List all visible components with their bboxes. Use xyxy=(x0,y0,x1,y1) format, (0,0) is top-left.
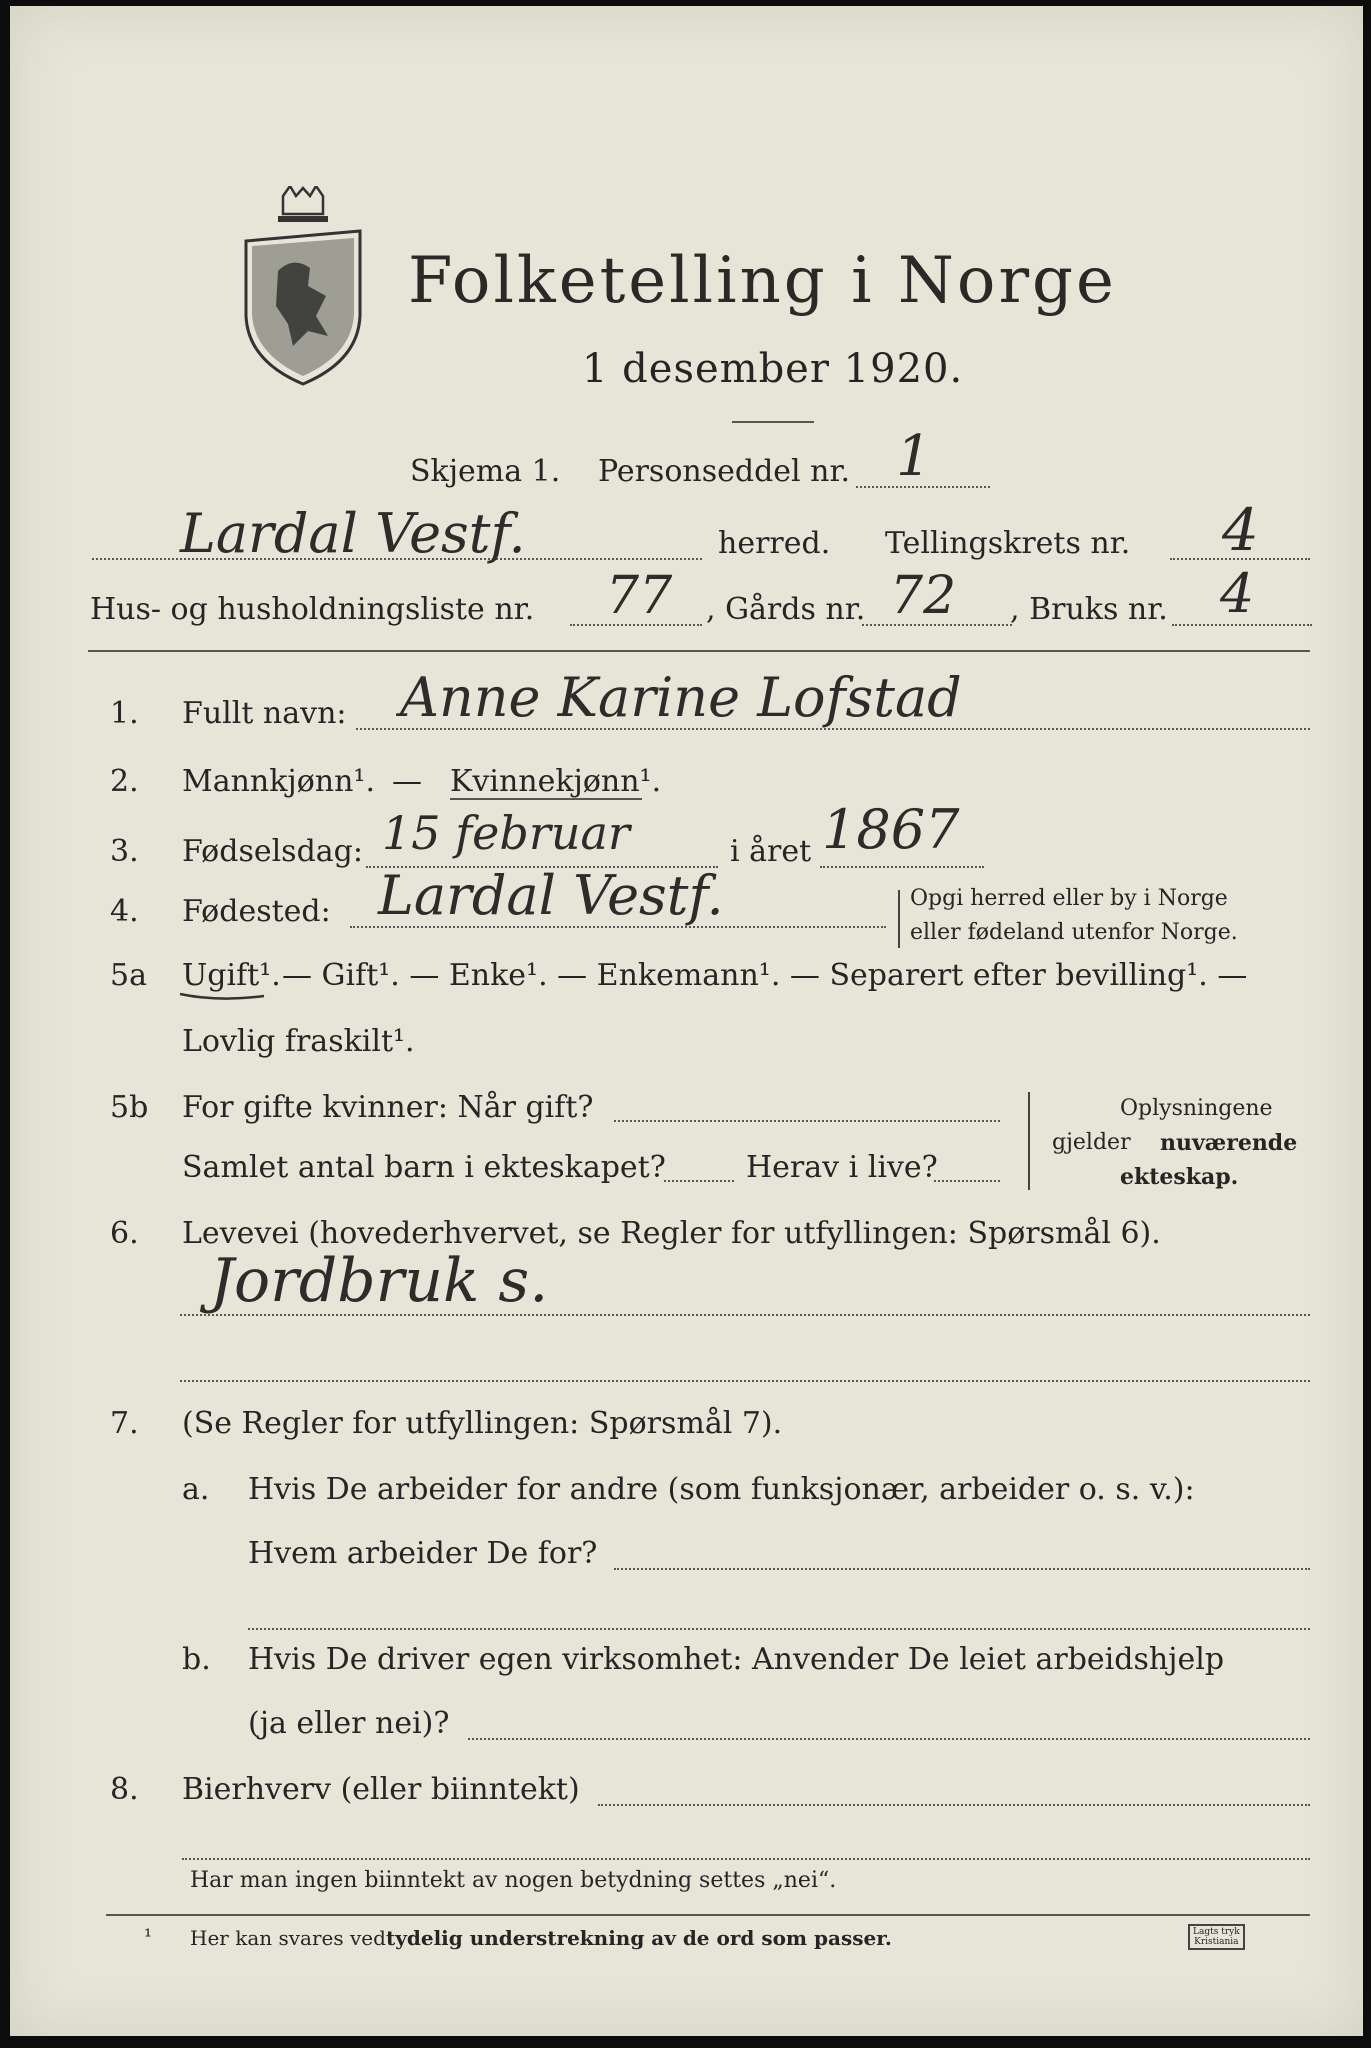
tellingskrets-label: Tellingskrets nr. xyxy=(885,526,1131,561)
footnote-prefix: Her kan svares ved xyxy=(190,1926,386,1950)
q7b-line xyxy=(468,1738,1310,1740)
q5b-line1 xyxy=(614,1120,1000,1122)
q1-number: 1. xyxy=(110,696,139,731)
q5b-note2a: gjelder xyxy=(1052,1130,1131,1155)
q6-line2 xyxy=(180,1380,1310,1382)
q5a-options: — Gift¹. — Enke¹. — Enkemann¹. — Separert efter bevilling¹. — xyxy=(282,958,1248,993)
hus-value: 77 xyxy=(606,566,673,626)
q2-number: 2. xyxy=(110,764,139,799)
q5b-note-brace xyxy=(1028,1092,1030,1190)
q7a-line2 xyxy=(248,1628,1310,1630)
q5b-note1: Oplysningene xyxy=(1120,1096,1273,1121)
form-subtitle: 1 desember 1920. xyxy=(582,346,964,392)
q1-value: Anne Karine Lofstad xyxy=(400,666,962,729)
gards-label: , Gårds nr. xyxy=(706,592,866,627)
bruks-value: 4 xyxy=(1220,562,1255,625)
q2-male: Mannkjønn¹. xyxy=(182,764,375,799)
q5a-line2: Lovlig fraskilt¹. xyxy=(182,1024,415,1059)
q4-label: Fødested: xyxy=(182,894,331,929)
tellingskrets-value: 4 xyxy=(1222,496,1259,564)
q5b-note2b: nuværende xyxy=(1160,1130,1298,1156)
q5b-number: 5b xyxy=(110,1090,149,1125)
printer-stamp-line1: Lagts tryk xyxy=(1193,1927,1240,1937)
hus-label: Hus- og husholdningsliste nr. xyxy=(90,592,535,627)
q3-year-value: 1867 xyxy=(822,798,960,861)
q7a-line1 xyxy=(614,1568,1310,1570)
q2-separator: — xyxy=(392,764,422,799)
nei-note: Har man ingen biinntekt av nogen betydning settes „nei“. xyxy=(190,1868,837,1893)
form-title: Folketelling i Norge xyxy=(408,244,1117,318)
q5b-note3: ekteskap. xyxy=(1120,1164,1239,1190)
personseddel-value: 1 xyxy=(896,424,932,489)
schema-label: Skjema 1. xyxy=(410,454,561,489)
q4-number: 4. xyxy=(110,894,139,929)
q2-female: Kvinnekjønn¹. xyxy=(450,764,662,799)
footnote-mark: ¹ xyxy=(144,1924,153,1948)
census-form-page xyxy=(10,6,1363,2036)
q5a-ugift-underline xyxy=(178,990,268,1004)
q7b-letter: b. xyxy=(182,1642,211,1677)
q7b-label1: Hvis De driver egen virksomhet: Anvender De leiet arbeidshjelp xyxy=(248,1642,1225,1677)
q4-note-line1: Opgi herred eller by i Norge xyxy=(910,886,1228,911)
q3-year-label: i året xyxy=(730,834,812,869)
q7a-label1: Hvis De arbeider for andre (som funksjonær, arbeider o. s. v.): xyxy=(248,1472,1195,1507)
q7a-label2: Hvem arbeider De for? xyxy=(248,1536,598,1571)
coat-of-arms-icon xyxy=(238,186,368,386)
q8-label: Bierhverv (eller biinntekt) xyxy=(182,1772,580,1807)
q8-line2 xyxy=(182,1858,1310,1860)
q4-note-line2: eller fødeland utenfor Norge. xyxy=(910,920,1238,945)
q5b-label2: Samlet antal barn i ekteskapet? xyxy=(182,1150,666,1185)
q1-label: Fullt navn: xyxy=(182,696,347,731)
title-divider xyxy=(732,421,814,423)
printer-stamp xyxy=(1188,1924,1245,1950)
bruks-label: , Bruks nr. xyxy=(1010,592,1168,627)
printer-stamp-line2: Kristiania xyxy=(1194,1937,1239,1947)
q5b-line2 xyxy=(664,1180,734,1182)
q3-label: Fødselsdag: xyxy=(182,834,363,869)
q3-day-value: 15 februar xyxy=(382,806,630,860)
q7-label: (Se Regler for utfyllingen: Spørsmål 7). xyxy=(182,1406,783,1441)
q5b-label3: Herav i live? xyxy=(746,1150,938,1185)
q4-note-brace xyxy=(898,890,900,948)
q3-number: 3. xyxy=(110,834,139,869)
herred-value: Lardal Vestf. xyxy=(180,502,526,565)
q4-value: Lardal Vestf. xyxy=(378,864,724,927)
q6-value: Jordbruk s. xyxy=(210,1246,549,1316)
q6-number: 6. xyxy=(110,1216,139,1251)
q5b-label1: For gifte kvinner: Når gift? xyxy=(182,1090,594,1125)
footnote-rule xyxy=(106,1914,1310,1916)
q6-line1 xyxy=(180,1314,1310,1316)
q5b-line3 xyxy=(934,1180,1000,1182)
personseddel-label: Personseddel nr. xyxy=(598,454,851,489)
q5a-number: 5a xyxy=(110,958,147,993)
gards-value: 72 xyxy=(890,566,957,626)
q3-year-line xyxy=(820,866,984,868)
q8-line1 xyxy=(598,1804,1310,1806)
q2-female-underline xyxy=(450,798,642,800)
q7a-letter: a. xyxy=(182,1472,210,1507)
herred-label: herred. xyxy=(718,526,831,561)
q7-number: 7. xyxy=(110,1406,139,1441)
q6-label: Levevei (hovederhvervet, se Regler for utfyllingen: Spørsmål 6). xyxy=(182,1216,1161,1251)
header-rule xyxy=(88,650,1310,652)
q8-number: 8. xyxy=(110,1772,139,1807)
footnote-bold: tydelig understrekning av de ord som passer. xyxy=(386,1926,892,1950)
q7b-label2: (ja eller nei)? xyxy=(248,1706,450,1741)
q5a-ugift: Ugift¹. xyxy=(182,958,281,993)
